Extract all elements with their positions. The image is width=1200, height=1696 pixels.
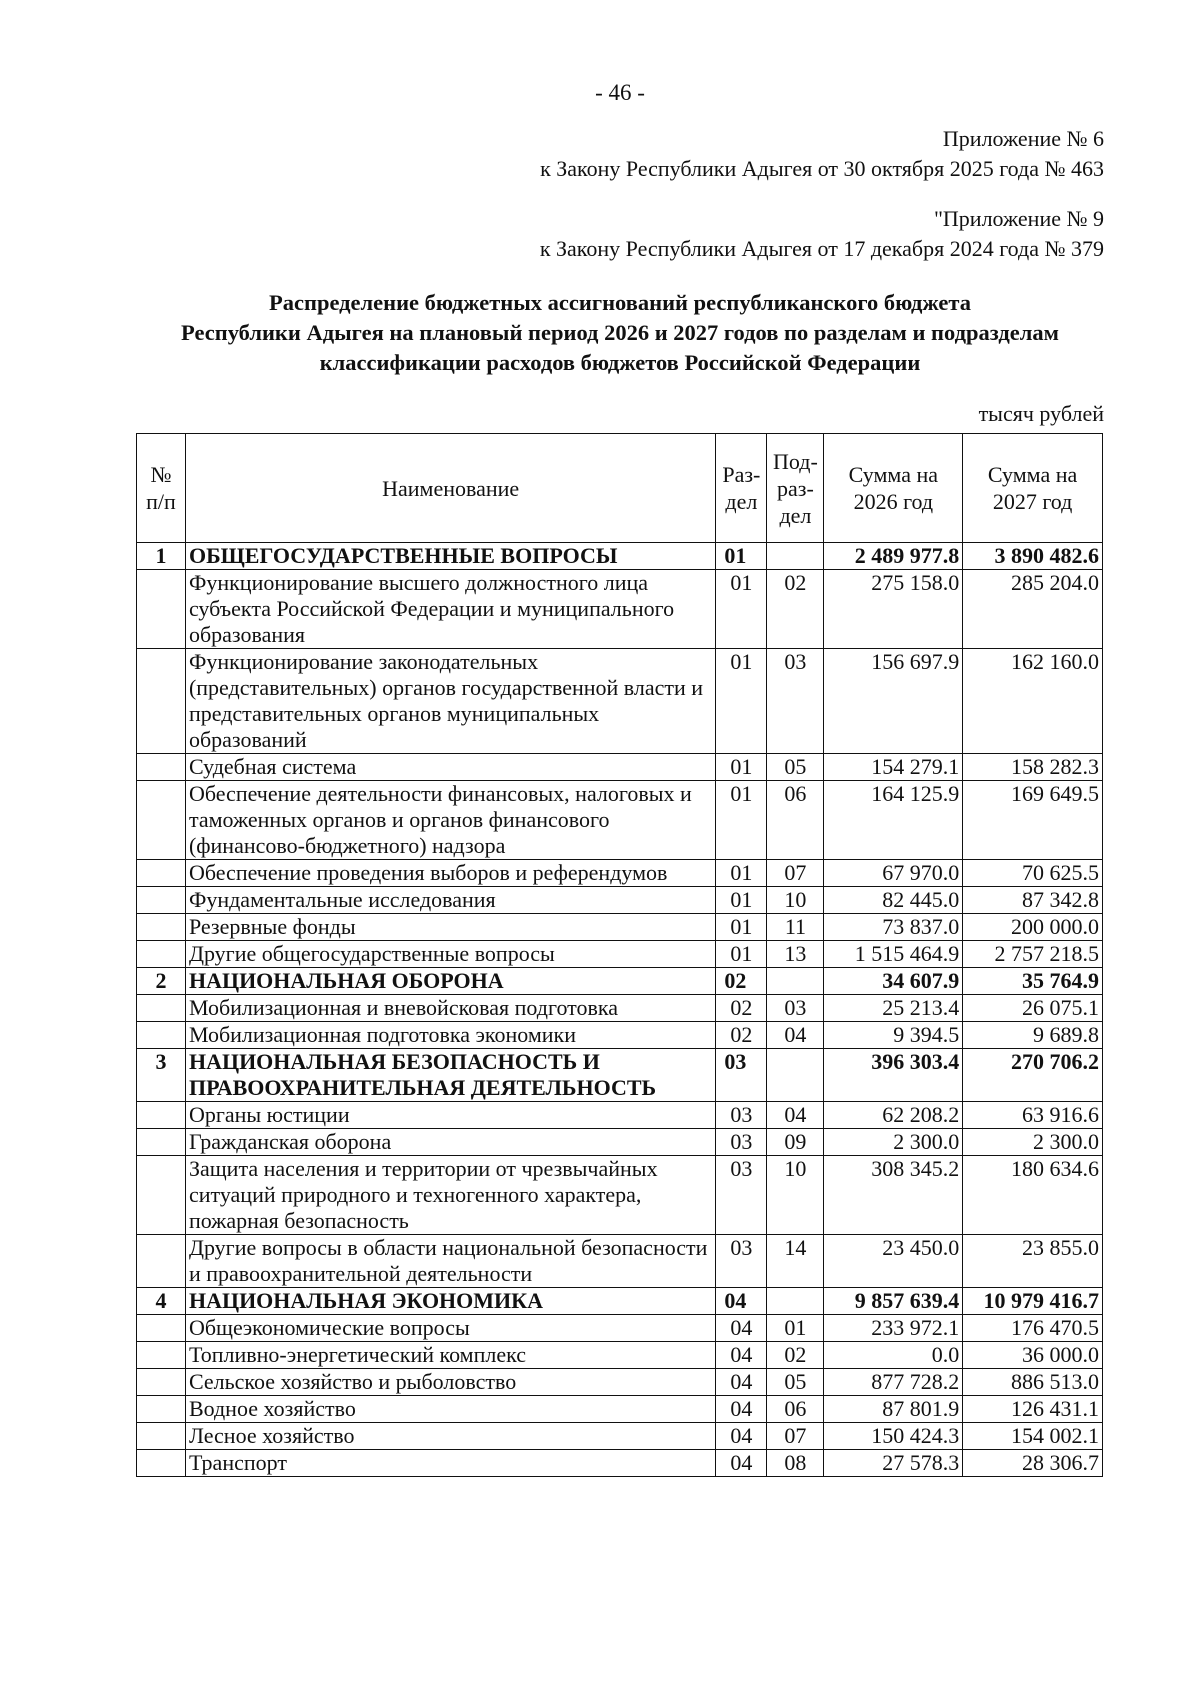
cell-podrazdel: 07: [767, 1423, 824, 1450]
cell-razdel: 02: [716, 995, 767, 1022]
cell-podrazdel: [767, 543, 824, 570]
cell-name: Функционирование высшего должностного лица субъекта Российской Федерации и муниципального образования: [185, 570, 715, 649]
table-row: [137, 1022, 1103, 1049]
cell-razdel: 01: [716, 887, 767, 914]
table-row: [137, 1235, 1103, 1288]
table-row: [137, 860, 1103, 887]
cell-razdel: 01: [716, 754, 767, 781]
cell-name: Судебная система: [185, 754, 715, 781]
table-row: [137, 941, 1103, 968]
header-podrazdel-line1: Под-: [773, 448, 818, 474]
cell-number: [137, 1450, 186, 1477]
cell-name: НАЦИОНАЛЬНАЯ БЕЗОПАСНОСТЬ И ПРАВООХРАНИТЕЛЬНАЯ ДЕЯТЕЛЬНОСТЬ: [185, 1049, 715, 1102]
cell-sum-2026: 396 303.4: [824, 1049, 963, 1102]
cell-sum-2026: 150 424.3: [824, 1423, 963, 1450]
table-row: [137, 995, 1103, 1022]
cell-sum-2026: 87 801.9: [824, 1396, 963, 1423]
cell-number: [137, 1129, 186, 1156]
cell-number: [137, 570, 186, 649]
cell-podrazdel: 05: [767, 754, 824, 781]
cell-sum-2026: 156 697.9: [824, 649, 963, 754]
title-line3: классификации расходов бюджетов Российской Федерации: [319, 350, 921, 375]
cell-name: Водное хозяйство: [185, 1396, 715, 1423]
cell-podrazdel: 03: [767, 649, 824, 754]
cell-number: [137, 995, 186, 1022]
cell-number: 3: [137, 1049, 186, 1102]
cell-sum-2027: 36 000.0: [963, 1342, 1103, 1369]
cell-sum-2027: 9 689.8: [963, 1022, 1103, 1049]
cell-sum-2026: 164 125.9: [824, 781, 963, 860]
cell-name: ОБЩЕГОСУДАРСТВЕННЫЕ ВОПРОСЫ: [185, 543, 715, 570]
cell-sum-2027: 2 757 218.5: [963, 941, 1103, 968]
appendix-current-line1: Приложение № 6: [942, 126, 1104, 151]
cell-sum-2026: 34 607.9: [824, 968, 963, 995]
cell-name: Мобилизационная и вневойсковая подготовка: [185, 995, 715, 1022]
cell-name: Защита населения и территории от чрезвычайных ситуаций природного и техногенного характера, пожарная безопасность: [185, 1156, 715, 1235]
cell-razdel: 01: [716, 941, 767, 968]
header-number-line1: №: [150, 462, 172, 487]
cell-name: Другие общегосударственные вопросы: [185, 941, 715, 968]
cell-sum-2027: 2 300.0: [963, 1129, 1103, 1156]
header-sum-2026: [824, 434, 963, 543]
cell-sum-2027: 126 431.1: [963, 1396, 1103, 1423]
cell-number: 4: [137, 1288, 186, 1315]
cell-number: [137, 1396, 186, 1423]
cell-sum-2027: 28 306.7: [963, 1450, 1103, 1477]
cell-razdel: 04: [716, 1369, 767, 1396]
cell-name: Лесное хозяйство: [185, 1423, 715, 1450]
title-line1: Распределение бюджетных ассигнований республиканского бюджета: [269, 290, 971, 315]
table-row: [137, 754, 1103, 781]
cell-sum-2026: 154 279.1: [824, 754, 963, 781]
cell-number: [137, 914, 186, 941]
cell-name: Сельское хозяйство и рыболовство: [185, 1369, 715, 1396]
cell-sum-2027: 3 890 482.6: [963, 543, 1103, 570]
header-number-line2: п/п: [146, 489, 176, 514]
cell-sum-2026: 275 158.0: [824, 570, 963, 649]
header-razdel: [716, 434, 767, 543]
table-row: [137, 1396, 1103, 1423]
cell-name: Органы юстиции: [185, 1102, 715, 1129]
cell-razdel: 04: [716, 1450, 767, 1477]
cell-podrazdel: 11: [767, 914, 824, 941]
appendix-amended-line2: к Закону Республики Адыгея от 17 декабря 2024 года № 379: [539, 236, 1104, 261]
table-row: [137, 1102, 1103, 1129]
cell-number: [137, 1369, 186, 1396]
cell-sum-2026: 9 857 639.4: [824, 1288, 963, 1315]
table-row: [137, 1423, 1103, 1450]
table-header-row: [137, 434, 1103, 543]
cell-sum-2027: 26 075.1: [963, 995, 1103, 1022]
table-row: [137, 1369, 1103, 1396]
cell-sum-2027: 35 764.9: [963, 968, 1103, 995]
header-sum-2027-line2: 2027 год: [992, 489, 1073, 514]
cell-sum-2027: 285 204.0: [963, 570, 1103, 649]
cell-podrazdel: 04: [767, 1102, 824, 1129]
cell-number: [137, 649, 186, 754]
table-section-row: [137, 968, 1103, 995]
cell-name: НАЦИОНАЛЬНАЯ ЭКОНОМИКА: [185, 1288, 715, 1315]
cell-sum-2027: 158 282.3: [963, 754, 1103, 781]
appendix-reference-amended: [540, 204, 1104, 264]
cell-razdel: 01: [716, 914, 767, 941]
cell-podrazdel: [767, 968, 824, 995]
cell-razdel: 04: [716, 1342, 767, 1369]
cell-number: [137, 941, 186, 968]
cell-number: [137, 887, 186, 914]
cell-sum-2026: 233 972.1: [824, 1315, 963, 1342]
table-section-row: [137, 543, 1103, 570]
cell-razdel: 04: [716, 1423, 767, 1450]
header-razdel-line1: Раз-: [722, 462, 761, 487]
cell-podrazdel: 06: [767, 1396, 824, 1423]
cell-name: Транспорт: [185, 1450, 715, 1477]
table-section-row: [137, 1288, 1103, 1315]
cell-sum-2026: 308 345.2: [824, 1156, 963, 1235]
cell-number: [137, 1022, 186, 1049]
cell-number: [137, 1423, 186, 1450]
cell-sum-2027: 180 634.6: [963, 1156, 1103, 1235]
cell-sum-2027: 23 855.0: [963, 1235, 1103, 1288]
cell-number: [137, 781, 186, 860]
cell-sum-2026: 877 728.2: [824, 1369, 963, 1396]
cell-number: [137, 1102, 186, 1129]
cell-razdel: 03: [716, 1235, 767, 1288]
header-sum-2026-line2: 2026 год: [853, 489, 934, 514]
cell-sum-2026: 82 445.0: [824, 887, 963, 914]
cell-sum-2027: 10 979 416.7: [963, 1288, 1103, 1315]
document-title: [110, 288, 1130, 378]
cell-number: [137, 754, 186, 781]
cell-name: Функционирование законодательных (представительных) органов государственной власти и представительных органов муниципальных образований: [185, 649, 715, 754]
title-line2: Республики Адыгея на плановый период 2026 и 2027 годов по разделам и подразделам: [181, 320, 1059, 345]
cell-razdel: 03: [716, 1129, 767, 1156]
cell-number: [137, 1315, 186, 1342]
cell-sum-2027: 154 002.1: [963, 1423, 1103, 1450]
cell-razdel: 01: [716, 649, 767, 754]
cell-razdel: 03: [716, 1102, 767, 1129]
cell-podrazdel: 09: [767, 1129, 824, 1156]
cell-name: НАЦИОНАЛЬНАЯ ОБОРОНА: [185, 968, 715, 995]
cell-podrazdel: 10: [767, 887, 824, 914]
cell-podrazdel: [767, 1049, 824, 1102]
page-number: - 46 -: [595, 80, 645, 105]
cell-sum-2027: 176 470.5: [963, 1315, 1103, 1342]
header-podrazdel: [767, 434, 824, 543]
header-sum-2026-line1: Сумма на: [848, 462, 939, 487]
cell-sum-2027: 270 706.2: [963, 1049, 1103, 1102]
budget-table: [136, 433, 1103, 1477]
table-row: [137, 1129, 1103, 1156]
cell-sum-2026: 23 450.0: [824, 1235, 963, 1288]
units-label: тысяч рублей: [978, 401, 1104, 426]
cell-sum-2027: 169 649.5: [963, 781, 1103, 860]
table-body: [137, 543, 1103, 1477]
header-podrazdel-line3: дел: [779, 502, 812, 528]
cell-number: 2: [137, 968, 186, 995]
header-podrazdel-line2: раз-: [777, 475, 814, 501]
table-row: [137, 649, 1103, 754]
cell-razdel: 01: [716, 543, 767, 570]
cell-name: Мобилизационная подготовка экономики: [185, 1022, 715, 1049]
cell-sum-2027: 63 916.6: [963, 1102, 1103, 1129]
cell-name: Обеспечение проведения выборов и референдумов: [185, 860, 715, 887]
header-razdel-line2: дел: [725, 489, 758, 514]
cell-podrazdel: 07: [767, 860, 824, 887]
table-row: [137, 1342, 1103, 1369]
table-section-row: [137, 1049, 1103, 1102]
cell-razdel: 01: [716, 781, 767, 860]
table-row: [137, 1450, 1103, 1477]
cell-sum-2027: 200 000.0: [963, 914, 1103, 941]
cell-name: Топливно-энергетический комплекс: [185, 1342, 715, 1369]
cell-podrazdel: 03: [767, 995, 824, 1022]
cell-podrazdel: 04: [767, 1022, 824, 1049]
cell-razdel: 03: [716, 1156, 767, 1235]
cell-razdel: 02: [716, 968, 767, 995]
table-row: [137, 1156, 1103, 1235]
table-row: [137, 887, 1103, 914]
cell-name: Общеэкономические вопросы: [185, 1315, 715, 1342]
cell-name: Другие вопросы в области национальной безопасности и правоохранительной деятельности: [185, 1235, 715, 1288]
cell-razdel: 03: [716, 1049, 767, 1102]
appendix-current-line2: к Закону Республики Адыгея от 30 октября 2025 года № 463: [540, 156, 1104, 181]
cell-number: [137, 1342, 186, 1369]
cell-podrazdel: 05: [767, 1369, 824, 1396]
cell-podrazdel: 08: [767, 1450, 824, 1477]
cell-razdel: 04: [716, 1315, 767, 1342]
cell-sum-2026: 27 578.3: [824, 1450, 963, 1477]
cell-number: [137, 1235, 186, 1288]
cell-razdel: 01: [716, 860, 767, 887]
cell-podrazdel: 10: [767, 1156, 824, 1235]
cell-name: Гражданская оборона: [185, 1129, 715, 1156]
header-number: [137, 434, 186, 543]
cell-sum-2027: 87 342.8: [963, 887, 1103, 914]
header-sum-2027: [963, 434, 1103, 543]
appendix-reference-current: [540, 124, 1104, 184]
cell-sum-2027: 70 625.5: [963, 860, 1103, 887]
cell-name: Обеспечение деятельности финансовых, налоговых и таможенных органов и органов финансового (финансово-бюджетного) надзора: [185, 781, 715, 860]
header-sum-2027-line1: Сумма на: [987, 462, 1078, 487]
cell-sum-2026: 2 300.0: [824, 1129, 963, 1156]
cell-sum-2026: 9 394.5: [824, 1022, 963, 1049]
cell-podrazdel: 02: [767, 570, 824, 649]
cell-podrazdel: 02: [767, 1342, 824, 1369]
cell-razdel: 04: [716, 1288, 767, 1315]
cell-sum-2026: 1 515 464.9: [824, 941, 963, 968]
cell-podrazdel: [767, 1288, 824, 1315]
table-row: [137, 570, 1103, 649]
cell-sum-2027: 162 160.0: [963, 649, 1103, 754]
cell-podrazdel: 06: [767, 781, 824, 860]
cell-podrazdel: 13: [767, 941, 824, 968]
cell-podrazdel: 01: [767, 1315, 824, 1342]
cell-razdel: 04: [716, 1396, 767, 1423]
cell-sum-2026: 0.0: [824, 1342, 963, 1369]
cell-razdel: 01: [716, 570, 767, 649]
cell-sum-2026: 25 213.4: [824, 995, 963, 1022]
cell-sum-2026: 67 970.0: [824, 860, 963, 887]
cell-number: [137, 1156, 186, 1235]
cell-sum-2026: 2 489 977.8: [824, 543, 963, 570]
cell-sum-2027: 886 513.0: [963, 1369, 1103, 1396]
cell-sum-2026: 62 208.2: [824, 1102, 963, 1129]
cell-number: 1: [137, 543, 186, 570]
cell-name: Фундаментальные исследования: [185, 887, 715, 914]
header-name: Наименование: [185, 434, 715, 543]
cell-razdel: 02: [716, 1022, 767, 1049]
cell-name: Резервные фонды: [185, 914, 715, 941]
cell-number: [137, 860, 186, 887]
appendix-amended-line1: "Приложение № 9: [933, 206, 1104, 231]
table-row: [137, 914, 1103, 941]
table-row: [137, 781, 1103, 860]
cell-podrazdel: 14: [767, 1235, 824, 1288]
cell-sum-2026: 73 837.0: [824, 914, 963, 941]
table-row: [137, 1315, 1103, 1342]
